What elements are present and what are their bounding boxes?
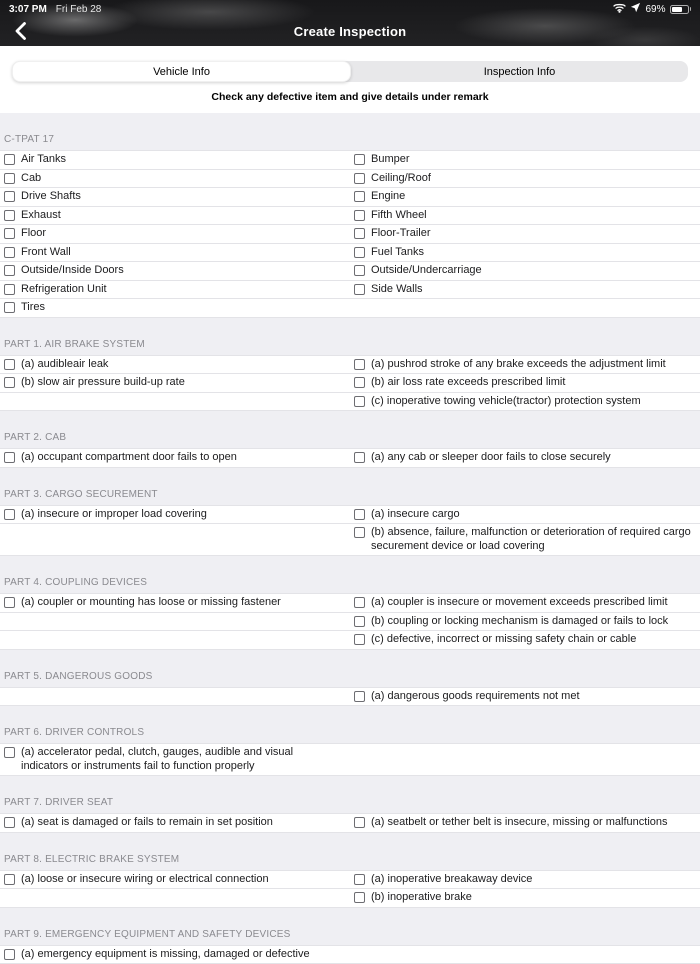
checklist-row	[0, 262, 700, 281]
checkbox[interactable]	[4, 154, 15, 165]
checkbox[interactable]	[4, 302, 15, 313]
checkbox[interactable]	[354, 634, 365, 645]
checkbox[interactable]	[4, 817, 15, 828]
checklist-item[interactable]	[0, 207, 350, 225]
section-rows	[0, 355, 700, 412]
checkbox[interactable]	[354, 597, 365, 608]
section	[0, 318, 700, 412]
checklist-item[interactable]	[0, 449, 350, 467]
checkbox[interactable]	[4, 265, 15, 276]
checklist-item[interactable]	[350, 374, 700, 392]
checklist-item-label: (a) occupant compartment door fails to open	[21, 451, 237, 465]
section-header: PART 6. DRIVER CONTROLS	[0, 706, 700, 743]
section	[0, 411, 700, 468]
checklist-item[interactable]	[350, 151, 700, 169]
status-date: Fri Feb 28	[56, 4, 102, 15]
checklist-item-label: (a) seatbelt or tether belt is insecure, missing or malfunctions	[371, 816, 668, 830]
page-title: Create Inspection	[294, 24, 407, 39]
checklist-item-label: Front Wall	[21, 246, 71, 260]
tabs-zone	[0, 46, 700, 82]
empty-cell	[350, 946, 700, 964]
checklist-item-label: Side Walls	[371, 283, 423, 297]
nav-bar	[0, 16, 700, 46]
section	[0, 113, 700, 318]
tab-label: Vehicle Info	[153, 66, 210, 78]
checklist-item-label: (a) audibleair leak	[21, 358, 108, 372]
status-time: 3:07 PM	[9, 4, 47, 15]
checklist-item[interactable]	[0, 244, 350, 262]
checklist-item[interactable]	[0, 594, 350, 612]
checklist-item[interactable]	[350, 871, 700, 889]
checkbox[interactable]	[4, 377, 15, 388]
checklist-item-label: Refrigeration Unit	[21, 283, 107, 297]
checklist-row	[0, 814, 700, 833]
checklist-item-label: (b) slow air pressure build-up rate	[21, 376, 185, 390]
battery-icon	[670, 5, 692, 14]
checkbox[interactable]	[4, 173, 15, 184]
checklist-item-label: Floor-Trailer	[371, 227, 431, 241]
section-rows	[0, 743, 700, 776]
checklist-item[interactable]	[350, 356, 700, 374]
checkbox[interactable]	[354, 377, 365, 388]
checklist-row	[0, 631, 700, 650]
checklist-item[interactable]	[0, 262, 350, 280]
checkbox[interactable]	[4, 247, 15, 258]
empty-cell	[0, 393, 350, 411]
section-rows	[0, 813, 700, 833]
checklist-item[interactable]	[350, 524, 700, 555]
checkbox[interactable]	[354, 173, 365, 184]
empty-cell	[350, 299, 700, 317]
checkbox[interactable]	[4, 359, 15, 370]
checklist-row	[0, 594, 700, 613]
checklist-item-label: Outside/Inside Doors	[21, 264, 124, 278]
section-rows	[0, 945, 700, 964]
back-button[interactable]	[15, 20, 31, 42]
checklist-item[interactable]	[350, 244, 700, 262]
checkbox[interactable]	[354, 452, 365, 463]
checkbox[interactable]	[354, 359, 365, 370]
checklist-item[interactable]	[0, 299, 350, 317]
checkbox[interactable]	[4, 284, 15, 295]
checkbox[interactable]	[354, 154, 365, 165]
checklist-item[interactable]	[350, 631, 700, 649]
instruction-text: Check any defective item and give details under remark	[0, 82, 700, 113]
checklist-item-label: Outside/Undercarriage	[371, 264, 482, 278]
section-header: PART 2. CAB	[0, 411, 700, 448]
checklist-row	[0, 946, 700, 964]
checklist-item-label: (a) seat is damaged or fails to remain in set position	[21, 816, 273, 830]
checklist-sections	[0, 113, 700, 964]
status-left	[9, 4, 101, 15]
checkbox[interactable]	[4, 228, 15, 239]
checklist-row	[0, 374, 700, 393]
empty-cell	[0, 613, 350, 631]
section-header: PART 7. DRIVER SEAT	[0, 776, 700, 813]
wifi-icon	[613, 2, 626, 16]
checklist-item-label: Exhaust	[21, 209, 61, 223]
checkbox[interactable]	[354, 191, 365, 202]
checklist-row	[0, 393, 700, 412]
checklist-row	[0, 613, 700, 632]
checklist-item[interactable]	[0, 281, 350, 299]
checkbox[interactable]	[4, 210, 15, 221]
section-rows	[0, 505, 700, 557]
checkbox[interactable]	[354, 265, 365, 276]
checklist-row	[0, 170, 700, 189]
checklist-row	[0, 188, 700, 207]
checklist-item[interactable]	[350, 449, 700, 467]
checklist-item[interactable]	[350, 594, 700, 612]
section-header: PART 8. ELECTRIC BRAKE SYSTEM	[0, 833, 700, 870]
checklist-item[interactable]	[0, 151, 350, 169]
checkbox[interactable]	[4, 874, 15, 885]
checklist-item-label: Fifth Wheel	[371, 209, 427, 223]
checklist-item[interactable]	[350, 281, 700, 299]
checkbox[interactable]	[354, 892, 365, 903]
checklist-row	[0, 524, 700, 556]
section	[0, 776, 700, 833]
section-header: PART 9. EMERGENCY EQUIPMENT AND SAFETY DEVICES	[0, 908, 700, 945]
checklist-item[interactable]	[0, 814, 350, 832]
checklist-item-label: (b) air loss rate exceeds prescribed limit	[371, 376, 565, 390]
checklist-item-label: Air Tanks	[21, 153, 66, 167]
empty-cell	[350, 744, 700, 775]
checkbox[interactable]	[354, 210, 365, 221]
section-rows	[0, 870, 700, 908]
section	[0, 833, 700, 908]
checkbox[interactable]	[4, 949, 15, 960]
section-header: PART 3. CARGO SECUREMENT	[0, 468, 700, 505]
checklist-item[interactable]	[350, 688, 700, 706]
section-header: PART 4. COUPLING DEVICES	[0, 556, 700, 593]
app-header	[0, 0, 700, 46]
checklist-item-label: (a) coupler is insecure or movement exceeds prescribed limit	[371, 596, 668, 610]
empty-cell	[0, 524, 350, 555]
checklist-row	[0, 207, 700, 226]
checklist-item-label: (b) inoperative brake	[371, 891, 472, 905]
checklist-item-label: Tires	[21, 301, 45, 315]
status-bar	[0, 0, 700, 16]
checklist-item-label: Ceiling/Roof	[371, 172, 431, 186]
section-header: PART 5. DANGEROUS GOODS	[0, 650, 700, 687]
section	[0, 650, 700, 707]
checklist-row	[0, 244, 700, 263]
checklist-row	[0, 449, 700, 468]
section-rows	[0, 150, 700, 318]
section-rows	[0, 448, 700, 468]
checklist-item-label: (a) dangerous goods requirements not met	[371, 690, 580, 704]
empty-cell	[0, 688, 350, 706]
checklist-item-label: (a) pushrod stroke of any brake exceeds the adjustment limit	[371, 358, 666, 372]
checklist-item[interactable]	[350, 393, 700, 411]
checklist-item-label: Bumper	[371, 153, 410, 167]
checkbox[interactable]	[354, 509, 365, 520]
checklist-item-label: (b) coupling or locking mechanism is damaged or fails to lock	[371, 615, 668, 629]
checklist-item[interactable]	[350, 506, 700, 524]
checklist-item[interactable]	[0, 871, 350, 889]
checkbox[interactable]	[354, 691, 365, 702]
checklist-row	[0, 281, 700, 300]
checklist-row	[0, 151, 700, 170]
checklist-row	[0, 688, 700, 707]
checklist-item-label: (a) insecure or improper load covering	[21, 508, 207, 522]
checklist-item-label: (a) coupler or mounting has loose or missing fastener	[21, 596, 281, 610]
empty-cell	[0, 631, 350, 649]
checklist-item-label: (a) accelerator pedal, clutch, gauges, audible and visual indicators or instruments fail to function properly	[21, 746, 342, 773]
empty-cell	[0, 889, 350, 907]
checklist-item[interactable]	[0, 188, 350, 206]
checkbox[interactable]	[354, 527, 365, 538]
checkbox[interactable]	[354, 616, 365, 627]
checklist-item-label: Floor	[21, 227, 46, 241]
checklist-item[interactable]	[350, 188, 700, 206]
checklist-item[interactable]	[350, 207, 700, 225]
checklist-item[interactable]	[0, 946, 350, 964]
checklist-row	[0, 506, 700, 525]
checkbox[interactable]	[354, 247, 365, 258]
checklist-item-label: (a) insecure cargo	[371, 508, 460, 522]
checklist-item-label: Engine	[371, 190, 405, 204]
section-header: C-TPAT 17	[0, 113, 700, 150]
checklist-item-label: (a) any cab or sleeper door fails to close securely	[371, 451, 611, 465]
tab-vehicle-info[interactable]	[12, 61, 351, 82]
checklist-item[interactable]	[350, 814, 700, 832]
checklist-item-label: (c) defective, incorrect or missing safety chain or cable	[371, 633, 636, 647]
checklist-row	[0, 225, 700, 244]
checklist-item[interactable]	[0, 744, 350, 775]
checklist-item[interactable]	[0, 374, 350, 392]
checklist-row	[0, 871, 700, 890]
section	[0, 468, 700, 557]
section	[0, 908, 700, 964]
checklist-row	[0, 889, 700, 908]
checklist-item[interactable]	[0, 225, 350, 243]
checklist-item-label: (a) inoperative breakaway device	[371, 873, 532, 887]
checkbox[interactable]	[354, 284, 365, 295]
checklist-item-label: (a) emergency equipment is missing, damaged or defective	[21, 948, 310, 962]
status-right	[613, 2, 691, 16]
checkbox[interactable]	[4, 747, 15, 758]
section-header: PART 1. AIR BRAKE SYSTEM	[0, 318, 700, 355]
tab-switcher	[12, 61, 688, 82]
checkbox[interactable]	[4, 191, 15, 202]
checkbox[interactable]	[4, 509, 15, 520]
battery-percent: 69%	[645, 4, 665, 15]
checkbox[interactable]	[354, 817, 365, 828]
checklist-item-label: (a) loose or insecure wiring or electrical connection	[21, 873, 269, 887]
checkbox[interactable]	[354, 396, 365, 407]
section-rows	[0, 593, 700, 650]
checklist-item[interactable]	[0, 356, 350, 374]
checkbox[interactable]	[4, 597, 15, 608]
checklist-row	[0, 299, 700, 318]
checklist-row	[0, 356, 700, 375]
checklist-item[interactable]	[0, 506, 350, 524]
section	[0, 706, 700, 776]
checklist-item-label: Fuel Tanks	[371, 246, 424, 260]
checklist-item-label: Drive Shafts	[21, 190, 81, 204]
tab-label: Inspection Info	[484, 66, 556, 78]
section	[0, 556, 700, 650]
checkbox[interactable]	[354, 874, 365, 885]
checklist-item[interactable]	[0, 170, 350, 188]
location-arrow-icon	[630, 2, 641, 16]
checkbox[interactable]	[4, 452, 15, 463]
checklist-item[interactable]	[350, 225, 700, 243]
checklist-item-label: (b) absence, failure, malfunction or deterioration of required cargo securement device or load covering	[371, 526, 692, 553]
checklist-item-label: Cab	[21, 172, 41, 186]
section-rows	[0, 687, 700, 707]
checklist-item-label: (c) inoperative towing vehicle(tractor) protection system	[371, 395, 641, 409]
tab-inspection-info[interactable]	[351, 61, 688, 82]
checklist-row	[0, 744, 700, 776]
checkbox[interactable]	[354, 228, 365, 239]
checklist-item[interactable]	[350, 262, 700, 280]
checklist-item[interactable]	[350, 170, 700, 188]
checklist-item[interactable]	[350, 613, 700, 631]
checklist-item[interactable]	[350, 889, 700, 907]
